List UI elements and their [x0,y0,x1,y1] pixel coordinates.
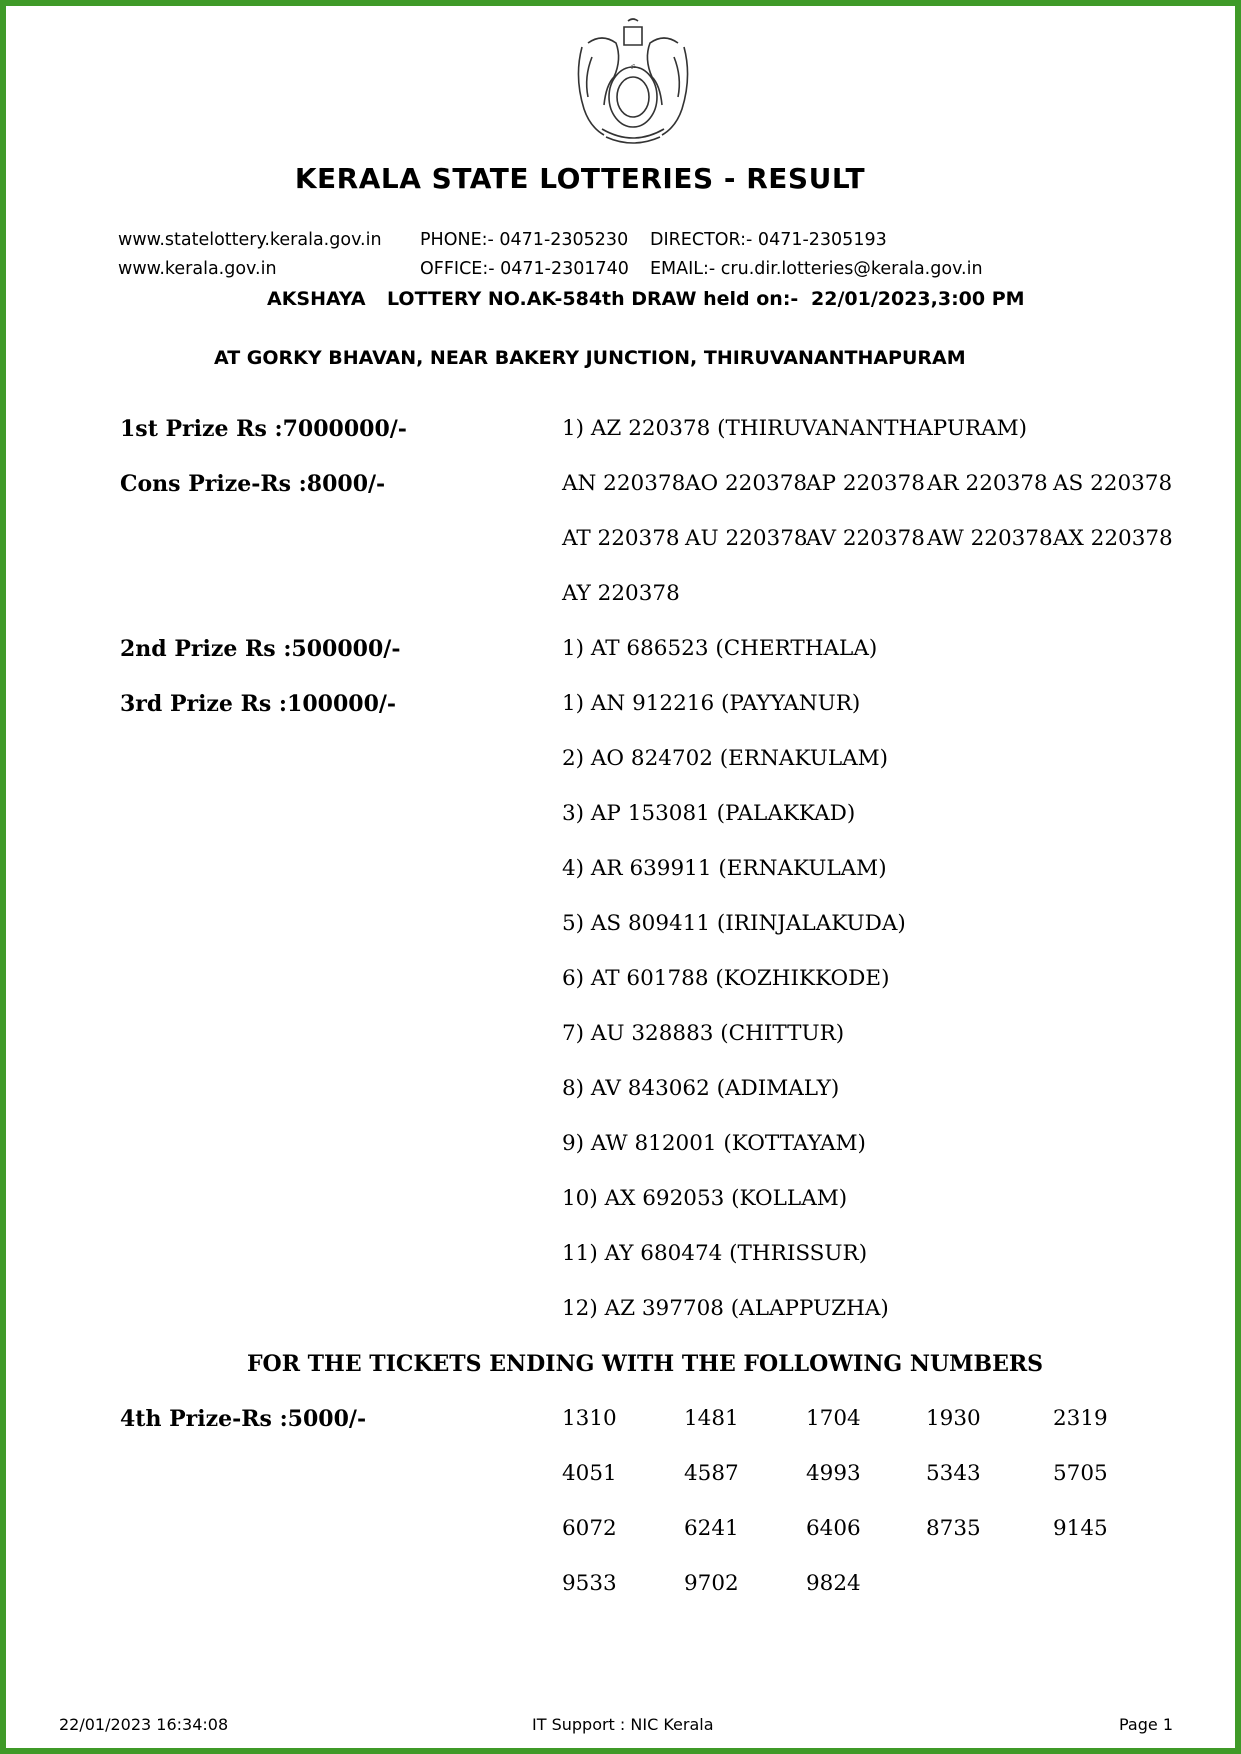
fourth-prize-number: 6406 [806,1516,861,1541]
draw-name: AKSHAYA [267,288,366,310]
draw-info: LOTTERY NO.AK-584th DRAW held on:- [387,288,799,310]
second-prize-result: 1) AT 686523 (CHERTHALA) [562,636,878,661]
cons-ticket: AY 220378 [562,581,680,606]
third-prize-result: 9) AW 812001 (KOTTAYAM) [562,1131,866,1156]
third-prize-result: 2) AO 824702 (ERNAKULAM) [562,746,889,771]
office-number: OFFICE:- 0471-2301740 [420,259,629,279]
first-prize-result: 1) AZ 220378 (THIRUVANANTHAPURAM) [562,416,1028,441]
draw-datetime: 22/01/2023,3:00 PM [811,288,1025,310]
email-address: EMAIL:- cru.dir.lotteries@kerala.gov.in [650,259,983,279]
third-prize-result: 12) AZ 397708 (ALAPPUZHA) [562,1296,889,1321]
cons-ticket: AN 220378 [562,471,686,496]
phone-number: PHONE:- 0471-2305230 [420,230,629,250]
fourth-prize-number: 2319 [1053,1406,1108,1431]
cons-ticket: AP 220378 [806,471,925,496]
footer-timestamp: 22/01/2023 16:34:08 [59,1715,229,1734]
footer-support: IT Support : NIC Kerala [532,1715,714,1734]
cons-ticket: AO 220378 [685,471,808,496]
third-prize-result: 1) AN 912216 (PAYYANUR) [562,691,861,716]
cons-ticket: AR 220378 [927,471,1048,496]
fourth-prize-number: 4587 [684,1461,739,1486]
fourth-prize-number: 1930 [926,1406,981,1431]
svg-text:ॐ: ॐ [630,64,636,71]
fourth-prize-number: 6241 [684,1516,739,1541]
fourth-prize-number: 9702 [684,1571,739,1596]
third-prize-result: 4) AR 639911 (ERNAKULAM) [562,856,887,881]
fourth-prize-number: 1481 [684,1406,739,1431]
fourth-prize-number: 6072 [562,1516,617,1541]
cons-ticket: AU 220378 [685,526,808,551]
director-number: DIRECTOR:- 0471-2305193 [650,230,887,250]
draw-venue: AT GORKY BHAVAN, NEAR BAKERY JUNCTION, THIRUVANANTHAPURAM [214,347,966,369]
third-prize-result: 7) AU 328883 (CHITTUR) [562,1021,845,1046]
website-link-lottery[interactable]: www.statelottery.kerala.gov.in [118,230,382,250]
fourth-prize-number: 9145 [1053,1516,1108,1541]
third-prize-result: 10) AX 692053 (KOLLAM) [562,1186,848,1211]
second-prize-label: 2nd Prize Rs :500000/- [120,636,401,662]
footer-page-number: Page 1 [1119,1715,1173,1734]
first-prize-label: 1st Prize Rs :7000000/- [120,416,407,442]
cons-ticket: AS 220378 [1053,471,1173,496]
fourth-prize-number: 9824 [806,1571,861,1596]
fourth-prize-number: 4993 [806,1461,861,1486]
fourth-prize-number: 8735 [926,1516,981,1541]
fourth-prize-number: 1310 [562,1406,617,1431]
third-prize-result: 5) AS 809411 (IRINJALAKUDA) [562,911,906,936]
fourth-prize-number: 1704 [806,1406,861,1431]
cons-ticket: AT 220378 [562,526,680,551]
fourth-prize-number: 5705 [1053,1461,1108,1486]
cons-ticket: AV 220378 [806,526,925,551]
fourth-prize-number: 4051 [562,1461,617,1486]
cons-ticket: AW 220378 [927,526,1053,551]
fourth-prize-number: 9533 [562,1571,617,1596]
cons-prize-label: Cons Prize-Rs :8000/- [120,471,386,497]
website-link-kerala[interactable]: www.kerala.gov.in [118,259,277,279]
kerala-emblem-logo [562,17,704,151]
fourth-prize-label: 4th Prize-Rs :5000/- [120,1406,367,1432]
cons-ticket: AX 220378 [1053,526,1173,551]
page-title: KERALA STATE LOTTERIES - RESULT [294,162,866,195]
third-prize-result: 8) AV 843062 (ADIMALY) [562,1076,840,1101]
third-prize-result: 3) AP 153081 (PALAKKAD) [562,801,856,826]
endings-heading: FOR THE TICKETS ENDING WITH THE FOLLOWING NUMBERS [246,1351,1044,1377]
third-prize-label: 3rd Prize Rs :100000/- [120,691,397,717]
third-prize-result: 11) AY 680474 (THRISSUR) [562,1241,868,1266]
third-prize-result: 6) AT 601788 (KOZHIKKODE) [562,966,890,991]
fourth-prize-number: 5343 [926,1461,981,1486]
